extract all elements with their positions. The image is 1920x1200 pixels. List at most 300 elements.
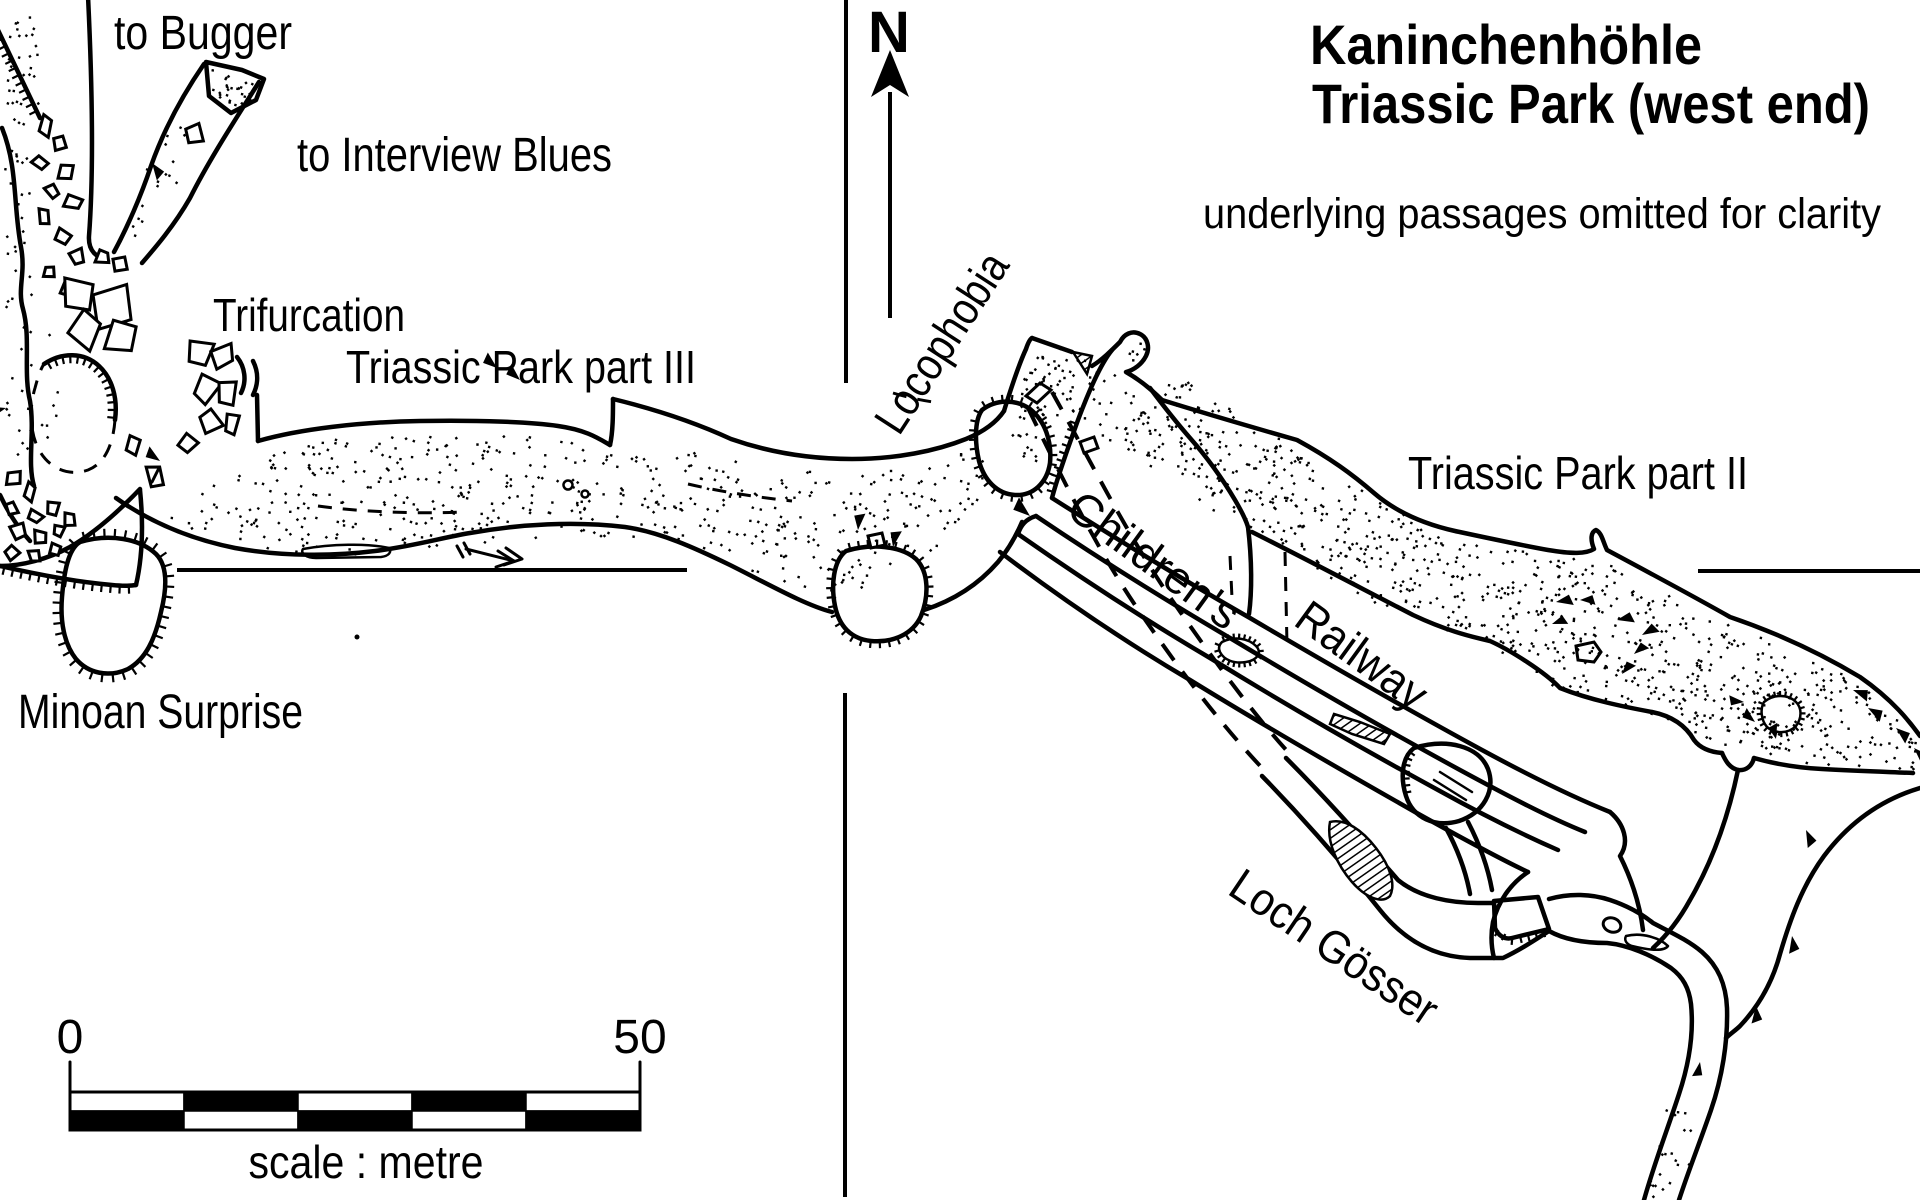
stipple-dot bbox=[301, 526, 304, 529]
hachure-tick bbox=[1214, 650, 1219, 651]
stipple-dot bbox=[1839, 690, 1842, 693]
stipple-dot bbox=[1492, 635, 1495, 638]
stipple-dot bbox=[703, 547, 706, 550]
stipple-dot bbox=[134, 234, 137, 237]
stipple-dot bbox=[1769, 752, 1772, 755]
stipple-dot bbox=[720, 543, 723, 546]
stipple-dot bbox=[734, 460, 737, 463]
stipple-dot bbox=[312, 493, 315, 496]
stipple-dot bbox=[918, 482, 921, 485]
stipple-dot bbox=[783, 580, 786, 583]
stipple-dot bbox=[273, 467, 276, 470]
stipple-dot bbox=[1507, 586, 1510, 589]
stipple-dot bbox=[516, 495, 519, 498]
stipple-dot bbox=[1742, 642, 1745, 645]
hachure-tick bbox=[79, 666, 84, 673]
stipple-dot bbox=[1397, 518, 1400, 521]
stipple-dot bbox=[830, 589, 832, 591]
stipple-dot bbox=[761, 530, 764, 533]
stipple-dot bbox=[541, 476, 544, 479]
stipple-dot bbox=[438, 471, 441, 474]
stipple-dot bbox=[366, 486, 369, 489]
stipple-dot bbox=[727, 476, 730, 479]
stipple-dot bbox=[46, 424, 48, 426]
stipple-dot bbox=[399, 458, 402, 461]
stipple-dot bbox=[1874, 743, 1877, 746]
stipple-dot bbox=[635, 456, 638, 459]
stipple-dot bbox=[1146, 421, 1149, 424]
stipple-dot bbox=[1571, 584, 1574, 587]
stipple-dot bbox=[285, 528, 288, 531]
stipple-dot bbox=[1755, 671, 1758, 674]
stipple-dot bbox=[179, 126, 182, 129]
stipple-dot bbox=[1761, 652, 1764, 655]
stipple-dot bbox=[248, 508, 251, 511]
stipple-dot bbox=[1131, 350, 1134, 353]
hachure-tick bbox=[842, 630, 847, 635]
junction-north-wall bbox=[1032, 338, 1072, 352]
stipple-dot bbox=[1495, 595, 1498, 598]
stipple-dot bbox=[1709, 663, 1712, 666]
stipple-dot bbox=[1772, 720, 1775, 723]
stipple-dot bbox=[650, 489, 653, 492]
stipple-dot bbox=[1418, 600, 1421, 603]
stipple-dot bbox=[1035, 383, 1037, 385]
stipple-dot bbox=[55, 414, 58, 417]
stipple-dot bbox=[307, 445, 310, 448]
stipple-dot bbox=[362, 537, 365, 540]
stipple-dot bbox=[1143, 348, 1146, 351]
stipple-dot bbox=[909, 503, 912, 506]
stipple-dot bbox=[784, 537, 787, 540]
stipple-dot bbox=[873, 481, 876, 484]
stipple-dot bbox=[471, 527, 474, 530]
stipple-dot bbox=[1651, 676, 1654, 679]
pitch-arrow-icon bbox=[1892, 724, 1912, 743]
stipple-dot bbox=[1262, 519, 1265, 522]
stipple-dot bbox=[1592, 646, 1595, 649]
stipple-dot bbox=[1737, 707, 1740, 710]
stipple-dot bbox=[588, 493, 590, 495]
stipple-dot bbox=[640, 523, 643, 526]
stipple-dot bbox=[1154, 457, 1156, 459]
stipple-dot bbox=[1637, 669, 1640, 672]
stipple-dot bbox=[1742, 692, 1745, 695]
stipple-dot bbox=[1660, 640, 1663, 643]
stipple-dot bbox=[1767, 680, 1770, 683]
stipple-dot bbox=[1290, 474, 1293, 477]
hachure-tick bbox=[1228, 661, 1230, 666]
stipple-dot bbox=[1720, 656, 1723, 659]
stipple-dot bbox=[1168, 424, 1171, 427]
stipple-dot bbox=[652, 511, 655, 514]
stipple-dot bbox=[793, 532, 796, 535]
stipple-dot bbox=[1778, 747, 1780, 749]
stipple-dot bbox=[1757, 653, 1760, 656]
stipple-dot bbox=[1770, 695, 1773, 698]
stipple-dot bbox=[505, 474, 508, 477]
stipple-dot bbox=[1704, 690, 1706, 692]
stipple-dot bbox=[1707, 650, 1710, 653]
stipple-dot bbox=[1712, 699, 1715, 702]
stipple-dot bbox=[729, 495, 732, 498]
boulder bbox=[39, 209, 49, 224]
stipple-dot bbox=[1399, 584, 1402, 587]
stipple-dot bbox=[302, 544, 305, 547]
stipple-dot bbox=[1534, 560, 1537, 563]
stipple-dot bbox=[1703, 714, 1706, 717]
north-label: N bbox=[868, 0, 910, 65]
stipple-dot bbox=[485, 523, 488, 526]
stipple-dot bbox=[442, 529, 445, 532]
stipple-dot bbox=[297, 507, 300, 510]
hachure-tick bbox=[1405, 765, 1411, 766]
stipple-dot bbox=[409, 520, 412, 523]
stipple-dot bbox=[481, 454, 484, 457]
stipple-dot bbox=[926, 514, 929, 517]
stipple-dot bbox=[736, 478, 739, 481]
stipple-dot bbox=[1072, 374, 1075, 377]
stipple-dot bbox=[1565, 641, 1568, 644]
stipple-dot bbox=[1587, 689, 1590, 692]
stipple-dot bbox=[204, 527, 207, 530]
stipple-dot bbox=[870, 483, 873, 486]
hachure-tick bbox=[1758, 719, 1763, 720]
stipple-dot bbox=[1694, 694, 1697, 697]
stipple-dot bbox=[1373, 537, 1376, 540]
hachure-tick bbox=[827, 597, 834, 598]
stipple-dot bbox=[859, 492, 862, 495]
stipple-dot bbox=[779, 515, 782, 518]
stipple-dot bbox=[303, 502, 306, 505]
boulder bbox=[95, 249, 111, 264]
stipple-dot bbox=[1706, 694, 1709, 697]
scale-bar bbox=[57, 1011, 667, 1188]
stipple-dot bbox=[326, 472, 329, 475]
hachure-tick bbox=[1763, 696, 1766, 700]
stipple-dot bbox=[728, 549, 731, 552]
stipple-dot bbox=[1648, 643, 1651, 646]
stipple-dot bbox=[1705, 736, 1708, 739]
stipple-dot bbox=[1228, 453, 1231, 456]
stipple-dot bbox=[1584, 680, 1587, 683]
stipple-dot bbox=[632, 535, 635, 538]
stipple-dot bbox=[1723, 697, 1726, 700]
stipple-dot bbox=[1424, 544, 1427, 547]
hachure-tick bbox=[115, 529, 116, 538]
stipple-dot bbox=[1896, 719, 1899, 722]
stipple-dot bbox=[1017, 434, 1020, 437]
stipple-dot bbox=[31, 33, 34, 36]
stipple-dot bbox=[1845, 758, 1848, 761]
stipple-dot bbox=[1606, 666, 1608, 668]
stipple-dot bbox=[1705, 726, 1708, 729]
stipple-dot bbox=[1455, 623, 1458, 626]
stipple-dot bbox=[647, 465, 649, 467]
stipple-dot bbox=[1811, 672, 1814, 675]
stipple-dot bbox=[506, 520, 509, 523]
hachure-tick bbox=[65, 579, 66, 587]
hachure-tick bbox=[101, 673, 102, 682]
stipple-dot bbox=[1830, 691, 1833, 694]
stipple-dot bbox=[1337, 554, 1340, 557]
hachure-tick bbox=[53, 623, 62, 624]
stipple-dot bbox=[1869, 741, 1872, 744]
stipple-dot bbox=[1347, 527, 1350, 530]
stipple-dot bbox=[1824, 727, 1827, 730]
hachure-tick bbox=[77, 356, 78, 364]
stipple-dot bbox=[762, 552, 765, 555]
descending-passage-west-wall bbox=[1653, 770, 1738, 948]
stipple-dot bbox=[315, 494, 318, 497]
stipple-dot bbox=[807, 535, 810, 538]
stipple-dot bbox=[1457, 605, 1460, 608]
stipple-dot bbox=[825, 482, 828, 485]
hachure-tick bbox=[889, 640, 890, 647]
stipple-dot bbox=[289, 533, 292, 536]
stipple-dot bbox=[381, 453, 384, 456]
stipple-dot bbox=[1506, 631, 1509, 634]
stipple-dot bbox=[1235, 470, 1238, 473]
stipple-dot bbox=[240, 524, 243, 527]
stipple-dot bbox=[375, 539, 378, 542]
hachure-tick bbox=[1002, 395, 1003, 402]
stipple-dot bbox=[1305, 498, 1308, 501]
stipple-dot bbox=[531, 494, 534, 497]
stipple-dot bbox=[1223, 468, 1226, 471]
stipple-dot bbox=[1321, 513, 1324, 516]
boulder bbox=[43, 266, 55, 279]
stipple-dot bbox=[1201, 463, 1204, 466]
stipple-dot bbox=[907, 545, 910, 548]
stipple-dot bbox=[378, 443, 381, 446]
stipple-dot bbox=[888, 493, 891, 496]
stipple-dot bbox=[782, 522, 785, 525]
stipple-dot bbox=[413, 533, 416, 536]
stipple-dot bbox=[270, 501, 273, 504]
stipple-dot bbox=[715, 469, 717, 471]
stipple-dot bbox=[564, 457, 567, 460]
stipple-dot bbox=[1895, 746, 1898, 749]
stipple-dot bbox=[765, 550, 768, 553]
stipple-dot bbox=[451, 510, 454, 513]
stipple-dot bbox=[1375, 547, 1378, 550]
stipple-dot bbox=[1061, 392, 1064, 395]
stipple-dot bbox=[1879, 743, 1882, 746]
stipple-dot bbox=[794, 537, 797, 540]
stipple-dot bbox=[1550, 599, 1553, 602]
stipple-dot bbox=[1634, 660, 1637, 663]
stipple-dot bbox=[1911, 761, 1914, 764]
pitch-arrow-icon bbox=[1740, 708, 1758, 725]
stipple-dot bbox=[485, 441, 488, 444]
stipple-dot bbox=[1579, 637, 1582, 640]
stipple-dot bbox=[579, 511, 582, 514]
part2-walls bbox=[1150, 388, 1920, 773]
stipple-dot bbox=[1788, 704, 1791, 707]
stipple-dot bbox=[1452, 611, 1455, 614]
stipple-dot bbox=[1364, 548, 1367, 551]
stipple-dot bbox=[593, 531, 596, 534]
stipple-dot bbox=[1377, 515, 1380, 518]
stipple-dot bbox=[654, 523, 657, 526]
stipple-dot bbox=[1868, 697, 1871, 700]
stipple-dot bbox=[602, 462, 605, 465]
stipple-dot bbox=[901, 491, 904, 494]
hachure-tick bbox=[94, 366, 99, 372]
stipple-dot bbox=[1168, 384, 1171, 387]
stipple-dot bbox=[762, 539, 765, 542]
stipple-dot bbox=[1544, 623, 1547, 626]
stipple-dot bbox=[920, 480, 923, 483]
stipple-dot bbox=[1696, 714, 1699, 717]
stipple-dot bbox=[1563, 667, 1566, 670]
stipple-dot bbox=[502, 502, 505, 505]
stipple-dot bbox=[363, 470, 366, 473]
stipple-dot bbox=[10, 182, 12, 184]
stipple-dot bbox=[1514, 549, 1517, 552]
stipple-dot bbox=[1669, 700, 1672, 703]
stipple-dot bbox=[751, 569, 754, 572]
part3-walls bbox=[116, 393, 1022, 641]
stipple-dot bbox=[9, 36, 12, 39]
hachure-tick bbox=[55, 582, 64, 583]
stipple-dot bbox=[1329, 548, 1332, 551]
stipple-dot bbox=[1035, 459, 1038, 462]
boulder bbox=[69, 248, 86, 265]
stipple-dot bbox=[1812, 662, 1815, 665]
stipple-dot bbox=[1815, 671, 1818, 674]
stipple-dot bbox=[1458, 548, 1461, 551]
stipple-dot bbox=[798, 491, 801, 494]
stipple-dot bbox=[509, 484, 512, 487]
stipple-dot bbox=[1701, 720, 1704, 723]
stipple-dot bbox=[315, 516, 318, 519]
stipple-dot bbox=[883, 517, 886, 520]
stipple-dot bbox=[1415, 540, 1418, 543]
stipple-dot bbox=[1819, 729, 1822, 732]
stipple-dot bbox=[164, 173, 167, 176]
stipple-dot bbox=[472, 462, 475, 465]
stipple-dot bbox=[1229, 410, 1232, 413]
stipple-dot bbox=[1418, 584, 1421, 587]
stipple-dot bbox=[1517, 631, 1519, 633]
stipple-dot bbox=[774, 507, 777, 510]
stipple-dot bbox=[1694, 711, 1697, 714]
stipple-dot bbox=[687, 454, 690, 457]
stipple-dot bbox=[1660, 630, 1663, 633]
stipple-dot bbox=[6, 102, 9, 105]
stipple-dot bbox=[1401, 580, 1404, 583]
stipple-dot bbox=[1817, 721, 1820, 724]
stipple-dot bbox=[411, 456, 414, 459]
stipple-dot bbox=[1663, 604, 1666, 607]
hachure-tick bbox=[1794, 696, 1797, 700]
stipple-dot bbox=[1746, 722, 1749, 725]
stipple-dot bbox=[1272, 530, 1275, 533]
stipple-dot bbox=[809, 471, 811, 473]
stipple-dot bbox=[28, 55, 31, 58]
stipple-dot bbox=[602, 493, 605, 496]
stipple-dot bbox=[483, 541, 486, 544]
stipple-dot bbox=[435, 544, 438, 547]
hachure-tick bbox=[925, 576, 932, 577]
stipple-dot bbox=[1427, 573, 1430, 576]
stipple-dot bbox=[1728, 641, 1731, 644]
stipple-dot bbox=[1655, 624, 1658, 627]
stipple-dot bbox=[1549, 560, 1552, 563]
stipple-dot bbox=[529, 508, 532, 511]
stipple-dot bbox=[1667, 663, 1670, 666]
stipple-dot bbox=[1066, 398, 1069, 401]
stipple-dot bbox=[416, 478, 419, 481]
stipple-dot bbox=[850, 492, 852, 494]
stipple-dot bbox=[156, 185, 159, 188]
stipple-dot bbox=[1290, 449, 1293, 452]
stipple-dot bbox=[1709, 643, 1712, 646]
stipple-dot bbox=[529, 464, 532, 467]
hachure-tick bbox=[1757, 708, 1762, 709]
stipple-dot bbox=[1056, 414, 1059, 417]
stipple-dot bbox=[497, 516, 500, 519]
part2-boulder bbox=[1576, 642, 1601, 662]
boulder bbox=[177, 433, 198, 454]
stipple-dot bbox=[1793, 672, 1796, 675]
stipple-dot bbox=[1410, 521, 1413, 524]
stipple-dot bbox=[262, 482, 265, 485]
stipple-dot bbox=[1166, 418, 1169, 421]
hachure-tick bbox=[1012, 395, 1013, 402]
stipple-dot bbox=[1658, 697, 1661, 700]
stipple-dot bbox=[920, 495, 923, 498]
stipple-dot bbox=[389, 480, 392, 483]
stipple-dot bbox=[1784, 747, 1787, 750]
stipple-dot bbox=[1415, 545, 1418, 548]
stipple-dot bbox=[1340, 508, 1343, 511]
stipple-dot bbox=[655, 467, 658, 470]
stipple-dot bbox=[1089, 376, 1092, 379]
stipple-dot bbox=[455, 454, 458, 457]
stipple-dot bbox=[1643, 668, 1646, 671]
stipple-dot bbox=[1232, 416, 1235, 419]
stipple-dot bbox=[1103, 379, 1106, 382]
stipple-dot bbox=[343, 524, 346, 527]
stipple-dot bbox=[1261, 503, 1264, 506]
stipple-dot bbox=[1909, 746, 1912, 749]
scale-cell bbox=[526, 1092, 640, 1111]
stipple-dot bbox=[728, 530, 731, 533]
stipple-dot bbox=[296, 518, 299, 521]
stipple-dot bbox=[1770, 720, 1773, 723]
floor-boulder bbox=[564, 481, 573, 490]
pitch-arrow-icon bbox=[1851, 685, 1871, 701]
wall-fragment bbox=[257, 395, 258, 441]
stipple-dot bbox=[32, 27, 35, 30]
stipple-dot bbox=[1591, 572, 1594, 575]
stipple-dot bbox=[1351, 543, 1354, 546]
stipple-dot bbox=[630, 457, 633, 460]
stipple-dot bbox=[967, 497, 970, 500]
stipple-dot bbox=[1626, 697, 1629, 700]
stipple-dot bbox=[1540, 611, 1543, 614]
stipple-dot bbox=[1591, 650, 1593, 652]
stipple-dot bbox=[1673, 663, 1676, 666]
stipple-dot bbox=[1726, 646, 1729, 649]
stipple-dot bbox=[903, 523, 905, 525]
stipple-dot bbox=[396, 461, 399, 464]
stipple-dot bbox=[426, 453, 429, 456]
boulder bbox=[44, 183, 59, 199]
